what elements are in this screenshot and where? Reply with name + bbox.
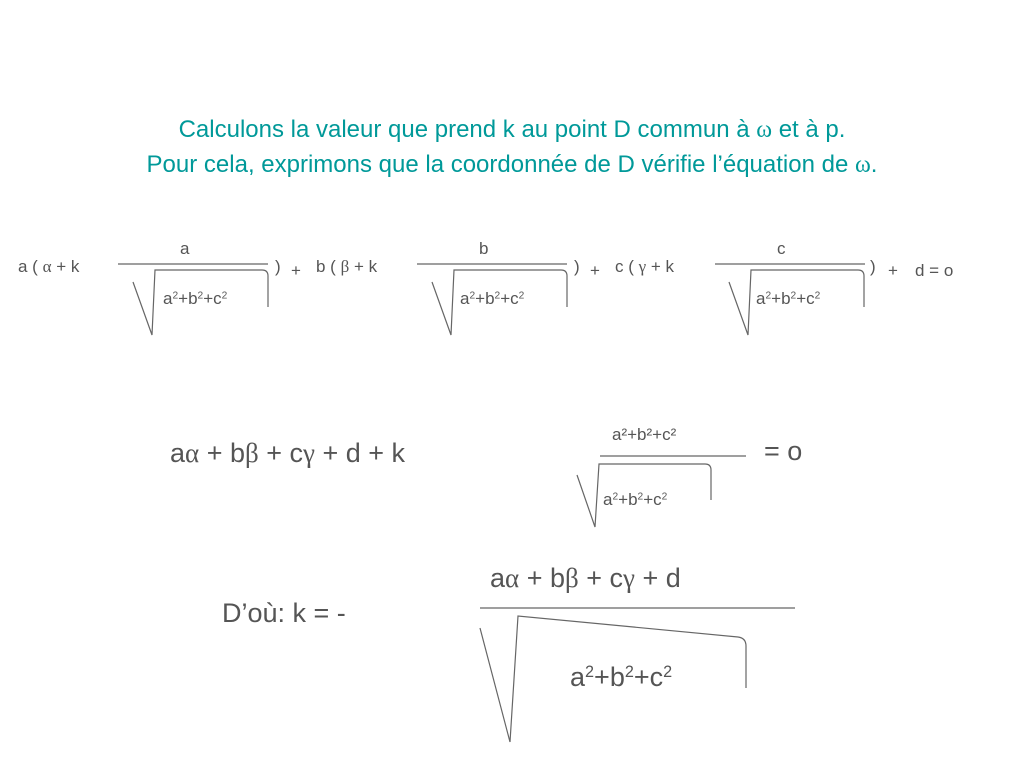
term-b: b ( β + k [316,257,378,276]
plus-c: + [888,261,898,280]
term-a: a ( α + k [18,257,80,276]
close-paren-a: ) [275,257,281,276]
equation-2-radicand: $a^2+b^2+c^2$ [603,490,668,509]
close-paren-b: ) [574,257,580,276]
close-paren-c: ) [870,257,876,276]
plus-b: + [590,261,600,280]
fraction-c-numerator: c [777,239,786,258]
plus-a: + [291,261,301,280]
radicand-b: $a^2+b^2+c^2$ [460,289,525,308]
term-c: c ( γ + k [615,257,674,276]
equation-2-rhs: = o [764,436,803,466]
equation-3-prefix: D’où: k = - [222,598,346,628]
title-line-1: Calculons la valeur que prend k au point D commun à ω et à p. [178,116,846,143]
fraction-b-numerator: b [479,239,489,258]
fraction-a-numerator: a [180,239,190,258]
equation-2-numerator: a²+b²+c² [612,425,677,444]
equation-2-lhs: aα + bβ + cγ + d + k [170,438,406,468]
equation-3-numerator: aα + bβ + cγ + d [490,563,681,593]
radicand-a: $a^2+b^2+c^2$ [163,289,228,308]
title-line-2: Pour cela, exprimons que la coordonnée de D vérifie l’équation de ω. [146,151,878,178]
equation-3-radicand: $a^2+b^2+c^2$ [570,662,673,692]
radicand-c: $a^2+b^2+c^2$ [756,289,821,308]
equation-1-ending: d = o [915,261,954,280]
